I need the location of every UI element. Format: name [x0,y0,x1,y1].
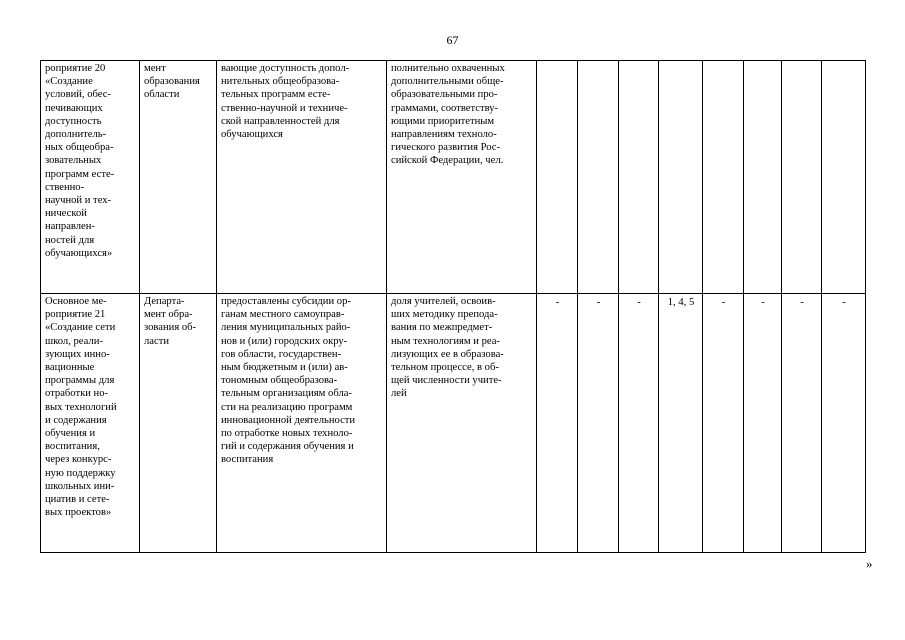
value-cell [822,61,866,294]
indicator-cell: доля учителей, освоив- ших методику препода- вания по межпредмет- ным технологиям и реа- лизующих ее в образова- тельном процессе, в об- щей численности учите- лей [387,294,537,553]
value-cell: - [619,294,659,553]
activity-cell: Основное ме- роприятие 21 «Создание сети школ, реали- зующих инно- вационные программы для отработки но- вых технологий и содержания обучения и воспитания, через конкурс- ную поддержку школьных ини- циатив и сете- вых проектов» [41,294,140,553]
value-cell [537,61,578,294]
value-cell [619,61,659,294]
value-cell: - [537,294,578,553]
closing-quote-mark: » [866,556,873,571]
value-cell [744,61,782,294]
value-cell [659,61,703,294]
page-number: 67 [446,33,459,47]
table-row [41,294,866,553]
value-cell: 1, 4, 5 [659,294,703,553]
value-cell: - [744,294,782,553]
executor-cell: мент образования области [140,61,217,294]
program-table [40,60,866,553]
value-cell: - [703,294,744,553]
indicator-cell: полнительно охваченных дополнительными обще- образовательными про- граммами, соответству- ющими приоритетным направлениям техноло- гического развития Рос- сийской Федерации, чел. [387,61,537,294]
value-cell [703,61,744,294]
result-cell: вающие доступность допол- нительных общеобразова- тельных программ есте- ственно-научной и техниче- ской направленностей для обучающихся [217,61,387,294]
value-cell [782,61,822,294]
result-cell: предоставлены субсидии ор- ганам местного самоуправ- ления муниципальных райо- нов и (или) городских окру- гов области, государствен- ным бюджетным и (или) ав- тономным общеобразова- тельным организациям обла- сти на реализацию программ инновационной деятельности по отработке новых техноло- гий и содержания обучения и воспитания [217,294,387,553]
activity-cell: роприятие 20 «Создание условий, обес- печивающих доступность дополнитель- ных общеобра- зовательных программ есте- ственно- научной и тех- нической направлен- ностей для обучающихся» [41,61,140,294]
value-cell [578,61,619,294]
value-cell: - [782,294,822,553]
value-cell: - [578,294,619,553]
value-cell: - [822,294,866,553]
executor-cell: Департа- мент обра- зования об- ласти [140,294,217,553]
table-row [41,61,866,294]
